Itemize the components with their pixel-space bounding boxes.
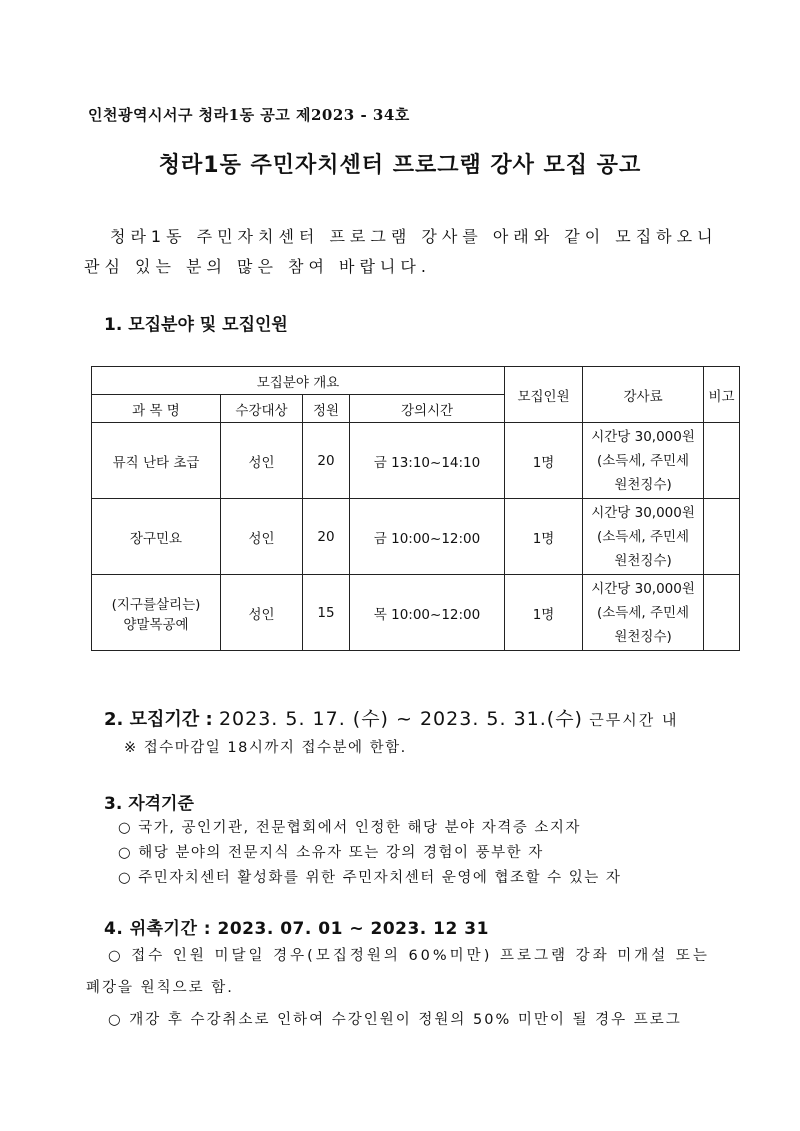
cell-course: 뮤직 난타 초급: [92, 423, 221, 499]
term-item-2: ○ 개강 후 수강취소로 인하여 수강인원이 정원의 50% 미만이 될 경우 프로그: [108, 1012, 682, 1028]
notice-number: 인천광역시서구 청라1동 공고 제2023 - 34호: [88, 106, 410, 124]
cell-time: 금 10:00~12:00: [350, 499, 505, 575]
fee-line-1: 시간당 30,000원: [591, 504, 695, 521]
header-fee: 강사료: [583, 367, 704, 423]
term-item-1-line-1: ○ 접수 인원 미달일 경우(모집정원의 60%미만) 프로그램 강좌 미개설 또는: [108, 948, 710, 964]
qualification-item: ○ 국가, 공인기관, 전문협회에서 인정한 해당 분야 자격증 소지자: [118, 820, 581, 836]
group-header: 모집분야 개요: [92, 367, 505, 395]
cell-time: 금 13:10~14:10: [350, 423, 505, 499]
header-time: 강의시간: [350, 395, 505, 423]
fee-line-1: 시간당 30,000원: [591, 428, 695, 445]
page-title: 청라1동 주민자치센터 프로그램 강사 모집 공고: [158, 153, 642, 178]
fee-line-2: (소득세, 주민세: [596, 452, 690, 469]
term-item-1: [86, 940, 746, 1004]
recruit-period: 2023. 5. 17. (수) ~ 2023. 5. 31.(수): [218, 708, 583, 730]
cell-note: [704, 499, 740, 575]
qualification-item: ○ 주민자치센터 활성화를 위한 주민자치센터 운영에 협조할 수 있는 자: [118, 870, 622, 886]
table-row: [92, 575, 740, 651]
header-note: 비고: [704, 367, 740, 423]
table-row: [92, 423, 740, 499]
recruit-period-suffix: 근무시간 내: [589, 711, 679, 729]
term-item-1-line-2: 폐강을 원칙으로 함.: [86, 980, 234, 996]
section-1-heading: 1. 모집분야 및 모집인원: [104, 315, 288, 335]
section-2-label: 2. 모집기간 :: [104, 709, 213, 730]
section-4-heading: 4. 위촉기간 : 2023. 07. 01 ~ 2023. 12 31: [104, 919, 489, 939]
header-recruit: 모집인원: [505, 367, 583, 423]
course-line-1: (지구를살리는): [111, 596, 201, 613]
intro-line-1: 청라1동 주민자치센터 프로그램 강사를 아래와 같이 모집하오니: [110, 227, 718, 246]
section-2-heading: [104, 704, 678, 731]
intro-paragraph: [84, 222, 744, 282]
cell-target: 성인: [221, 575, 303, 651]
fee-line-3: 원천징수): [614, 476, 672, 493]
section-3-heading: 3. 자격기준: [104, 794, 194, 814]
cell-fee: [583, 499, 704, 575]
cell-course: 장구민요: [92, 499, 221, 575]
cell-capacity: 20: [303, 499, 350, 575]
deadline-note: ※ 접수마감일 18시까지 접수분에 한함.: [124, 740, 407, 756]
cell-target: 성인: [221, 423, 303, 499]
cell-course: [92, 575, 221, 651]
table-row: [92, 499, 740, 575]
cell-recruit: 1명: [505, 499, 583, 575]
cell-time: 목 10:00~12:00: [350, 575, 505, 651]
cell-note: [704, 575, 740, 651]
cell-fee: [583, 575, 704, 651]
fee-line-3: 원천징수): [614, 628, 672, 645]
intro-line-2: 관심 있는 분의 많은 참여 바랍니다.: [84, 257, 431, 276]
header-capacity: 정원: [303, 395, 350, 423]
fee-line-3: 원천징수): [614, 552, 672, 569]
cell-note: [704, 423, 740, 499]
cell-recruit: 1명: [505, 575, 583, 651]
cell-fee: [583, 423, 704, 499]
fee-line-2: (소득세, 주민세: [596, 604, 690, 621]
fee-line-1: 시간당 30,000원: [591, 580, 695, 597]
cell-target: 성인: [221, 499, 303, 575]
recruitment-table: [91, 366, 740, 651]
header-target: 수강대상: [221, 395, 303, 423]
cell-recruit: 1명: [505, 423, 583, 499]
course-line-2: 양말목공예: [123, 616, 189, 633]
header-course: 과 목 명: [92, 395, 221, 423]
cell-capacity: 15: [303, 575, 350, 651]
fee-line-2: (소득세, 주민세: [596, 528, 690, 545]
cell-capacity: 20: [303, 423, 350, 499]
qualification-item: ○ 해당 분야의 전문지식 소유자 또는 강의 경험이 풍부한 자: [118, 845, 544, 861]
